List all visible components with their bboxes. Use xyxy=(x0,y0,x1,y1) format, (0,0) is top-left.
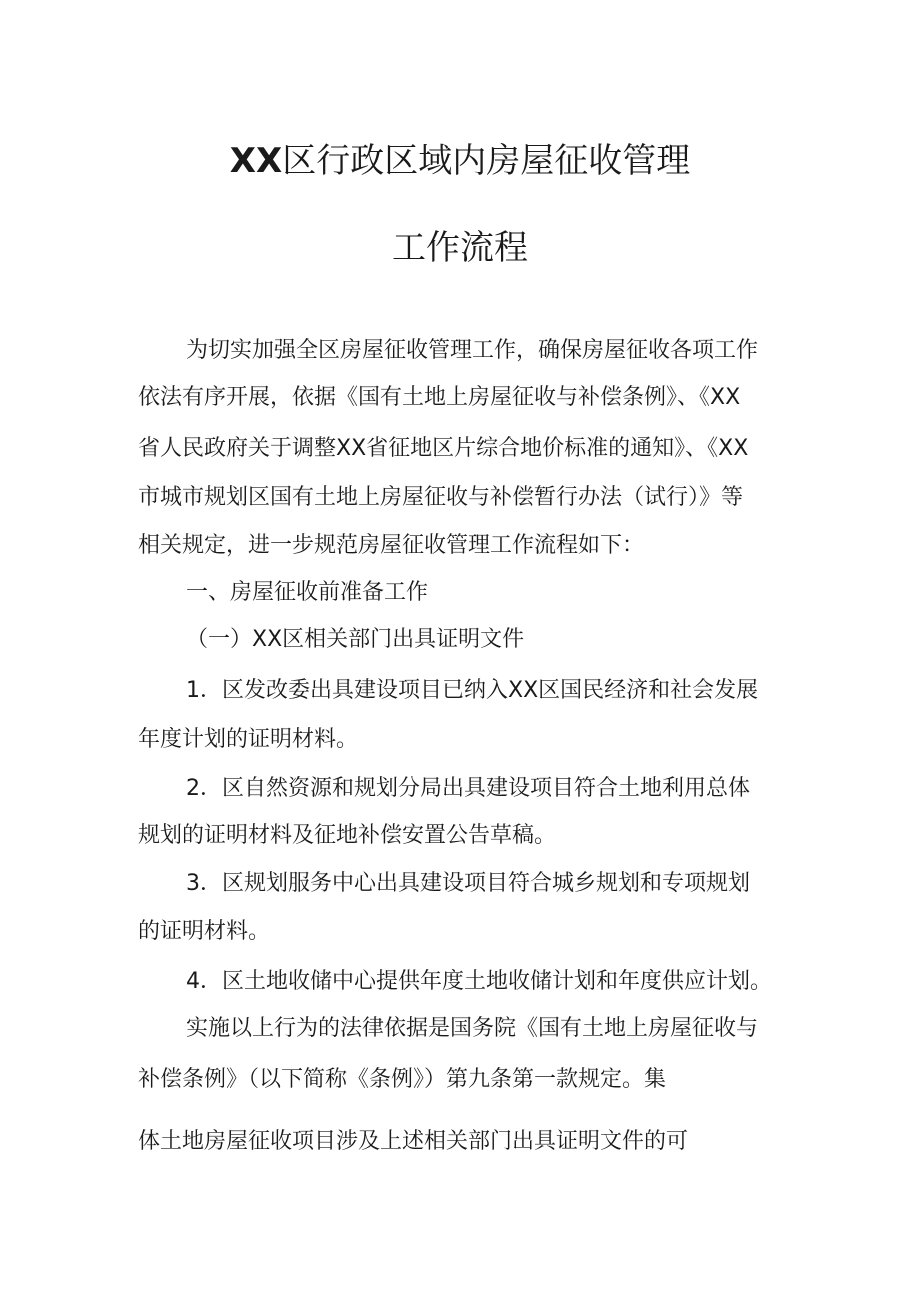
section-heading: 一、房屋征收前准备工作 xyxy=(186,580,429,605)
list-item: 2．区自然资源和规划分局出具建设项目符合土地利用总体 xyxy=(186,776,750,801)
title-line-1-text: 区行政区域内房屋征收管理 xyxy=(282,141,691,181)
list-item: 4．区土地收储中心提供年度土地收储计划和年度供应计划。 xyxy=(186,969,772,994)
title-prefix: XX xyxy=(229,141,283,181)
body-line: 市城市规划区国有土地上房屋征收与补偿暂行办法（试行）》等 xyxy=(138,485,744,510)
body-line: 体土地房屋征收项目涉及上述相关部门出具证明文件的可 xyxy=(138,1129,689,1154)
subsection-heading: （一）XX区相关部门出具证明文件 xyxy=(186,627,525,652)
body-line: 实施以上行为的法律依据是国务院《国有土地上房屋征收与 xyxy=(186,1016,759,1041)
document-title-line-1 xyxy=(0,141,920,181)
list-item-continuation: 的证明材料。 xyxy=(138,919,271,944)
body-line: 补偿条例》（以下简称《条例》）第九条第一款规定。集 xyxy=(138,1067,667,1092)
list-item: 1．区发改委出具建设项目已纳入XX区国民经济和社会发展 xyxy=(186,678,759,703)
body-line: 省人民政府关于调整XX省征地区片综合地价标准的通知》、《XX xyxy=(138,436,749,461)
body-line: 相关规定，进一步规范房屋征收管理工作流程如下： xyxy=(138,533,645,558)
list-item: 3．区规划服务中心出具建设项目符合城乡规划和专项规划 xyxy=(186,871,750,896)
list-item-continuation: 规划的证明材料及征地补偿安置公告草稿。 xyxy=(138,823,557,848)
body-line: 为切实加强全区房屋征收管理工作，确保房屋征收各项工作 xyxy=(186,338,759,363)
document-title-line-2: 工作流程 xyxy=(392,228,528,268)
list-item-continuation: 年度计划的证明材料。 xyxy=(138,727,359,752)
body-line: 依法有序开展，依据《国有土地上房屋征收与补偿条例》、《XX xyxy=(138,385,741,410)
